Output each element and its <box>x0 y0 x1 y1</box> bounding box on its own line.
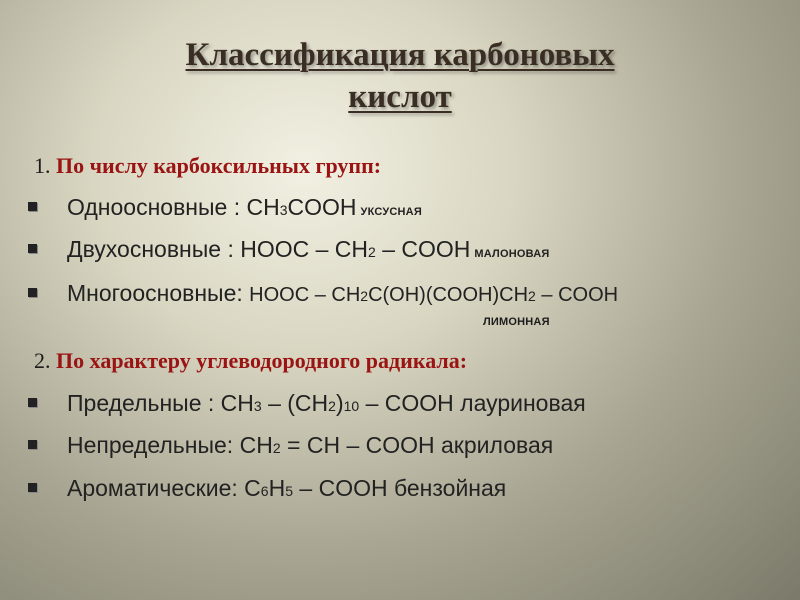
list-item-polybasic <box>28 280 618 307</box>
item-label: Предельные : <box>67 390 221 416</box>
square-bullet-icon <box>28 398 37 407</box>
square-bullet-icon <box>28 288 37 297</box>
item-label: Одноосновные : <box>67 194 247 220</box>
list-item-aromatic <box>28 475 506 502</box>
section-number: 1. <box>34 153 56 178</box>
item-formula: CH2 = CH – COOH акриловая <box>239 432 554 458</box>
item-formula: C6H5 – COOH бензойная <box>244 475 507 501</box>
section-label: По характеру углеводородного радикала: <box>56 348 468 373</box>
list-item-monobasic <box>28 194 422 221</box>
item-label: Двухосновные : <box>67 236 241 262</box>
square-bullet-icon <box>28 244 37 253</box>
section-number: 2. <box>34 348 56 373</box>
item-formula: HOOC – CH2C(OH)(COOH)CH2 – COOH <box>249 284 619 306</box>
section-label: По числу карбоксильных групп: <box>56 153 382 178</box>
square-bullet-icon <box>28 202 37 211</box>
square-bullet-icon <box>28 440 37 449</box>
item-label: Многоосновные: <box>67 280 250 306</box>
item-acid-name: МАЛОНОВАЯ <box>474 248 550 260</box>
list-item-dibasic <box>28 236 549 263</box>
item-formula: HOOC – CH2 – COOH <box>240 236 471 262</box>
slide-title <box>80 34 720 118</box>
section-1-heading <box>34 153 381 179</box>
list-item-saturated <box>28 390 586 417</box>
item-acid-name: УКСУСНАЯ <box>360 206 422 218</box>
square-bullet-icon <box>28 483 37 492</box>
title-line-2: кислот <box>348 79 452 115</box>
item-formula: CH3 – (CH2)10 – COOH лауриновая <box>220 390 586 416</box>
item-acid-name: ЛИМОННАЯ <box>483 316 550 328</box>
item-label: Непредельные: <box>67 432 240 458</box>
list-item-unsaturated <box>28 432 553 459</box>
item-formula: CH3COOH <box>246 194 357 220</box>
title-line-1: Классификация карбоновых <box>185 37 615 73</box>
section-2-heading <box>34 348 467 374</box>
item-label: Ароматические: <box>67 475 245 501</box>
